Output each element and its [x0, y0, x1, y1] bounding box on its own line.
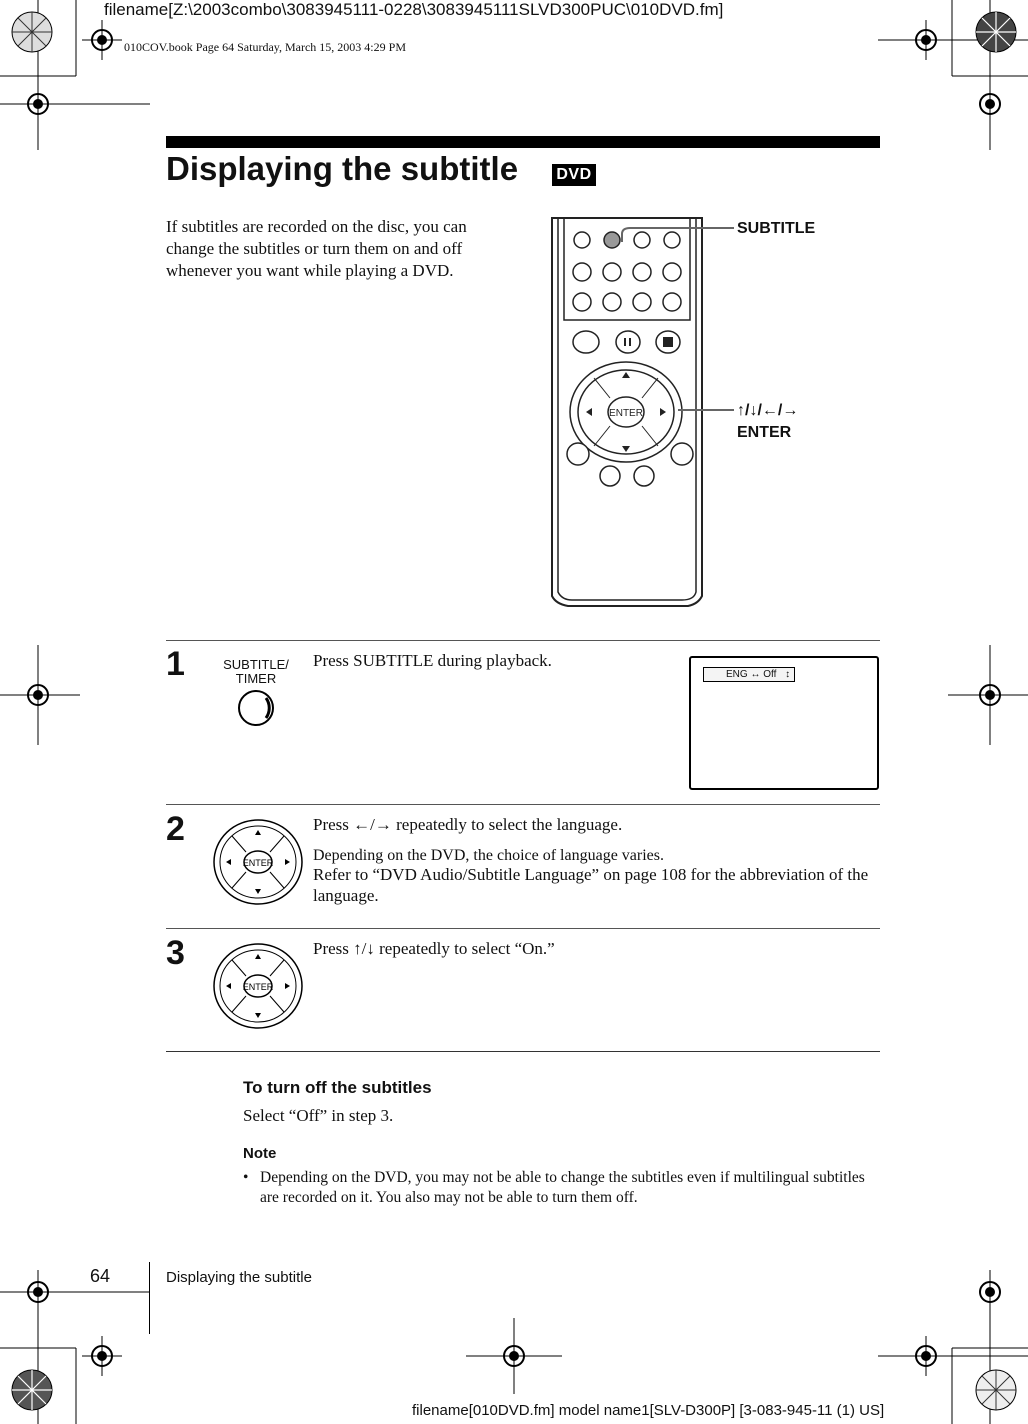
steps-bottom-rule [166, 1051, 880, 1052]
step-1-text: Press SUBTITLE during playback. [313, 651, 552, 670]
step-3-enter-key: ENTER [242, 982, 274, 992]
title-rule [166, 136, 880, 148]
subtitle-timer-label-line2: TIMER [235, 671, 277, 686]
footer-file-info: filename[010DVD.fm] model name1[SLV-D300P] [3-083-945-11 (1) US] [412, 1402, 885, 1419]
header-filename: filename[Z:\2003combo\3083945111-0228\3083945111SLVD300PUC\010DVD.fm] [104, 0, 724, 19]
subtitle-osd-bar [703, 667, 795, 682]
footer-separator [149, 1262, 150, 1334]
remote-enter-key: ENTER [609, 408, 643, 419]
subtitle-timer-label-line1: SUBTITLE/ [223, 657, 289, 672]
step-2-number: 2 [166, 810, 185, 848]
subtitle-callout-label: SUBTITLE [737, 220, 816, 237]
note-bullet: • [243, 1169, 249, 1186]
step-1-number: 1 [166, 645, 185, 683]
footer-page-number: 64 [90, 1266, 111, 1286]
header-book-info: 010COV.book Page 64 Saturday, March 15, 2003 4:29 PM [124, 40, 406, 54]
osd-state: Off [763, 669, 777, 680]
step-2-enter-key: ENTER [242, 858, 274, 868]
step-2-text: Press ←/→ repeatedly to select the language. [313, 815, 623, 834]
page-title: Displaying the subtitle [166, 150, 519, 187]
step-2-bottom-rule [166, 928, 880, 929]
arrows-callout-label: ↑/↓/←/→ [737, 402, 799, 419]
osd-language: ENG [726, 669, 748, 680]
osd-up-down-icon: ↕ [785, 669, 791, 680]
remote-callout-lines [612, 222, 736, 418]
step-2-detail-2: Refer to “DVD Audio/Subtitle Language” on page 108 for the abbreviation of the language. [313, 865, 869, 905]
enter-pad-icon [212, 818, 304, 910]
enter-pad-icon [212, 942, 304, 1034]
steps-top-rule [166, 640, 880, 641]
enter-callout-label: ENTER [737, 424, 792, 441]
footer-section-title: Displaying the subtitle [166, 1269, 312, 1286]
turn-off-text: Select “Off” in step 3. [243, 1106, 394, 1125]
note-heading: Note [243, 1145, 277, 1162]
intro-paragraph: If subtitles are recorded on the disc, you can change the subtitles or turn them on and off whenever you want while playing a DVD. [166, 217, 467, 280]
step-1-bottom-rule [166, 804, 880, 805]
note-text: Depending on the DVD, you may not be able to change the subtitles even if multilingual subtitles are recorded on it. You also may not be able to turn them off. [260, 1169, 865, 1206]
subtitle-timer-button-label [222, 658, 290, 686]
step-2-detail-1: Depending on the DVD, the choice of language varies. [313, 847, 664, 864]
turn-off-heading: To turn off the subtitles [243, 1078, 432, 1097]
step-3-number: 3 [166, 934, 185, 972]
dvd-badge: DVD [552, 164, 596, 186]
subtitle-timer-button-icon [236, 688, 276, 728]
osd-left-right-icon: ↔ [750, 669, 761, 680]
step-3-text: Press ↑/↓ repeatedly to select “On.” [313, 939, 555, 958]
